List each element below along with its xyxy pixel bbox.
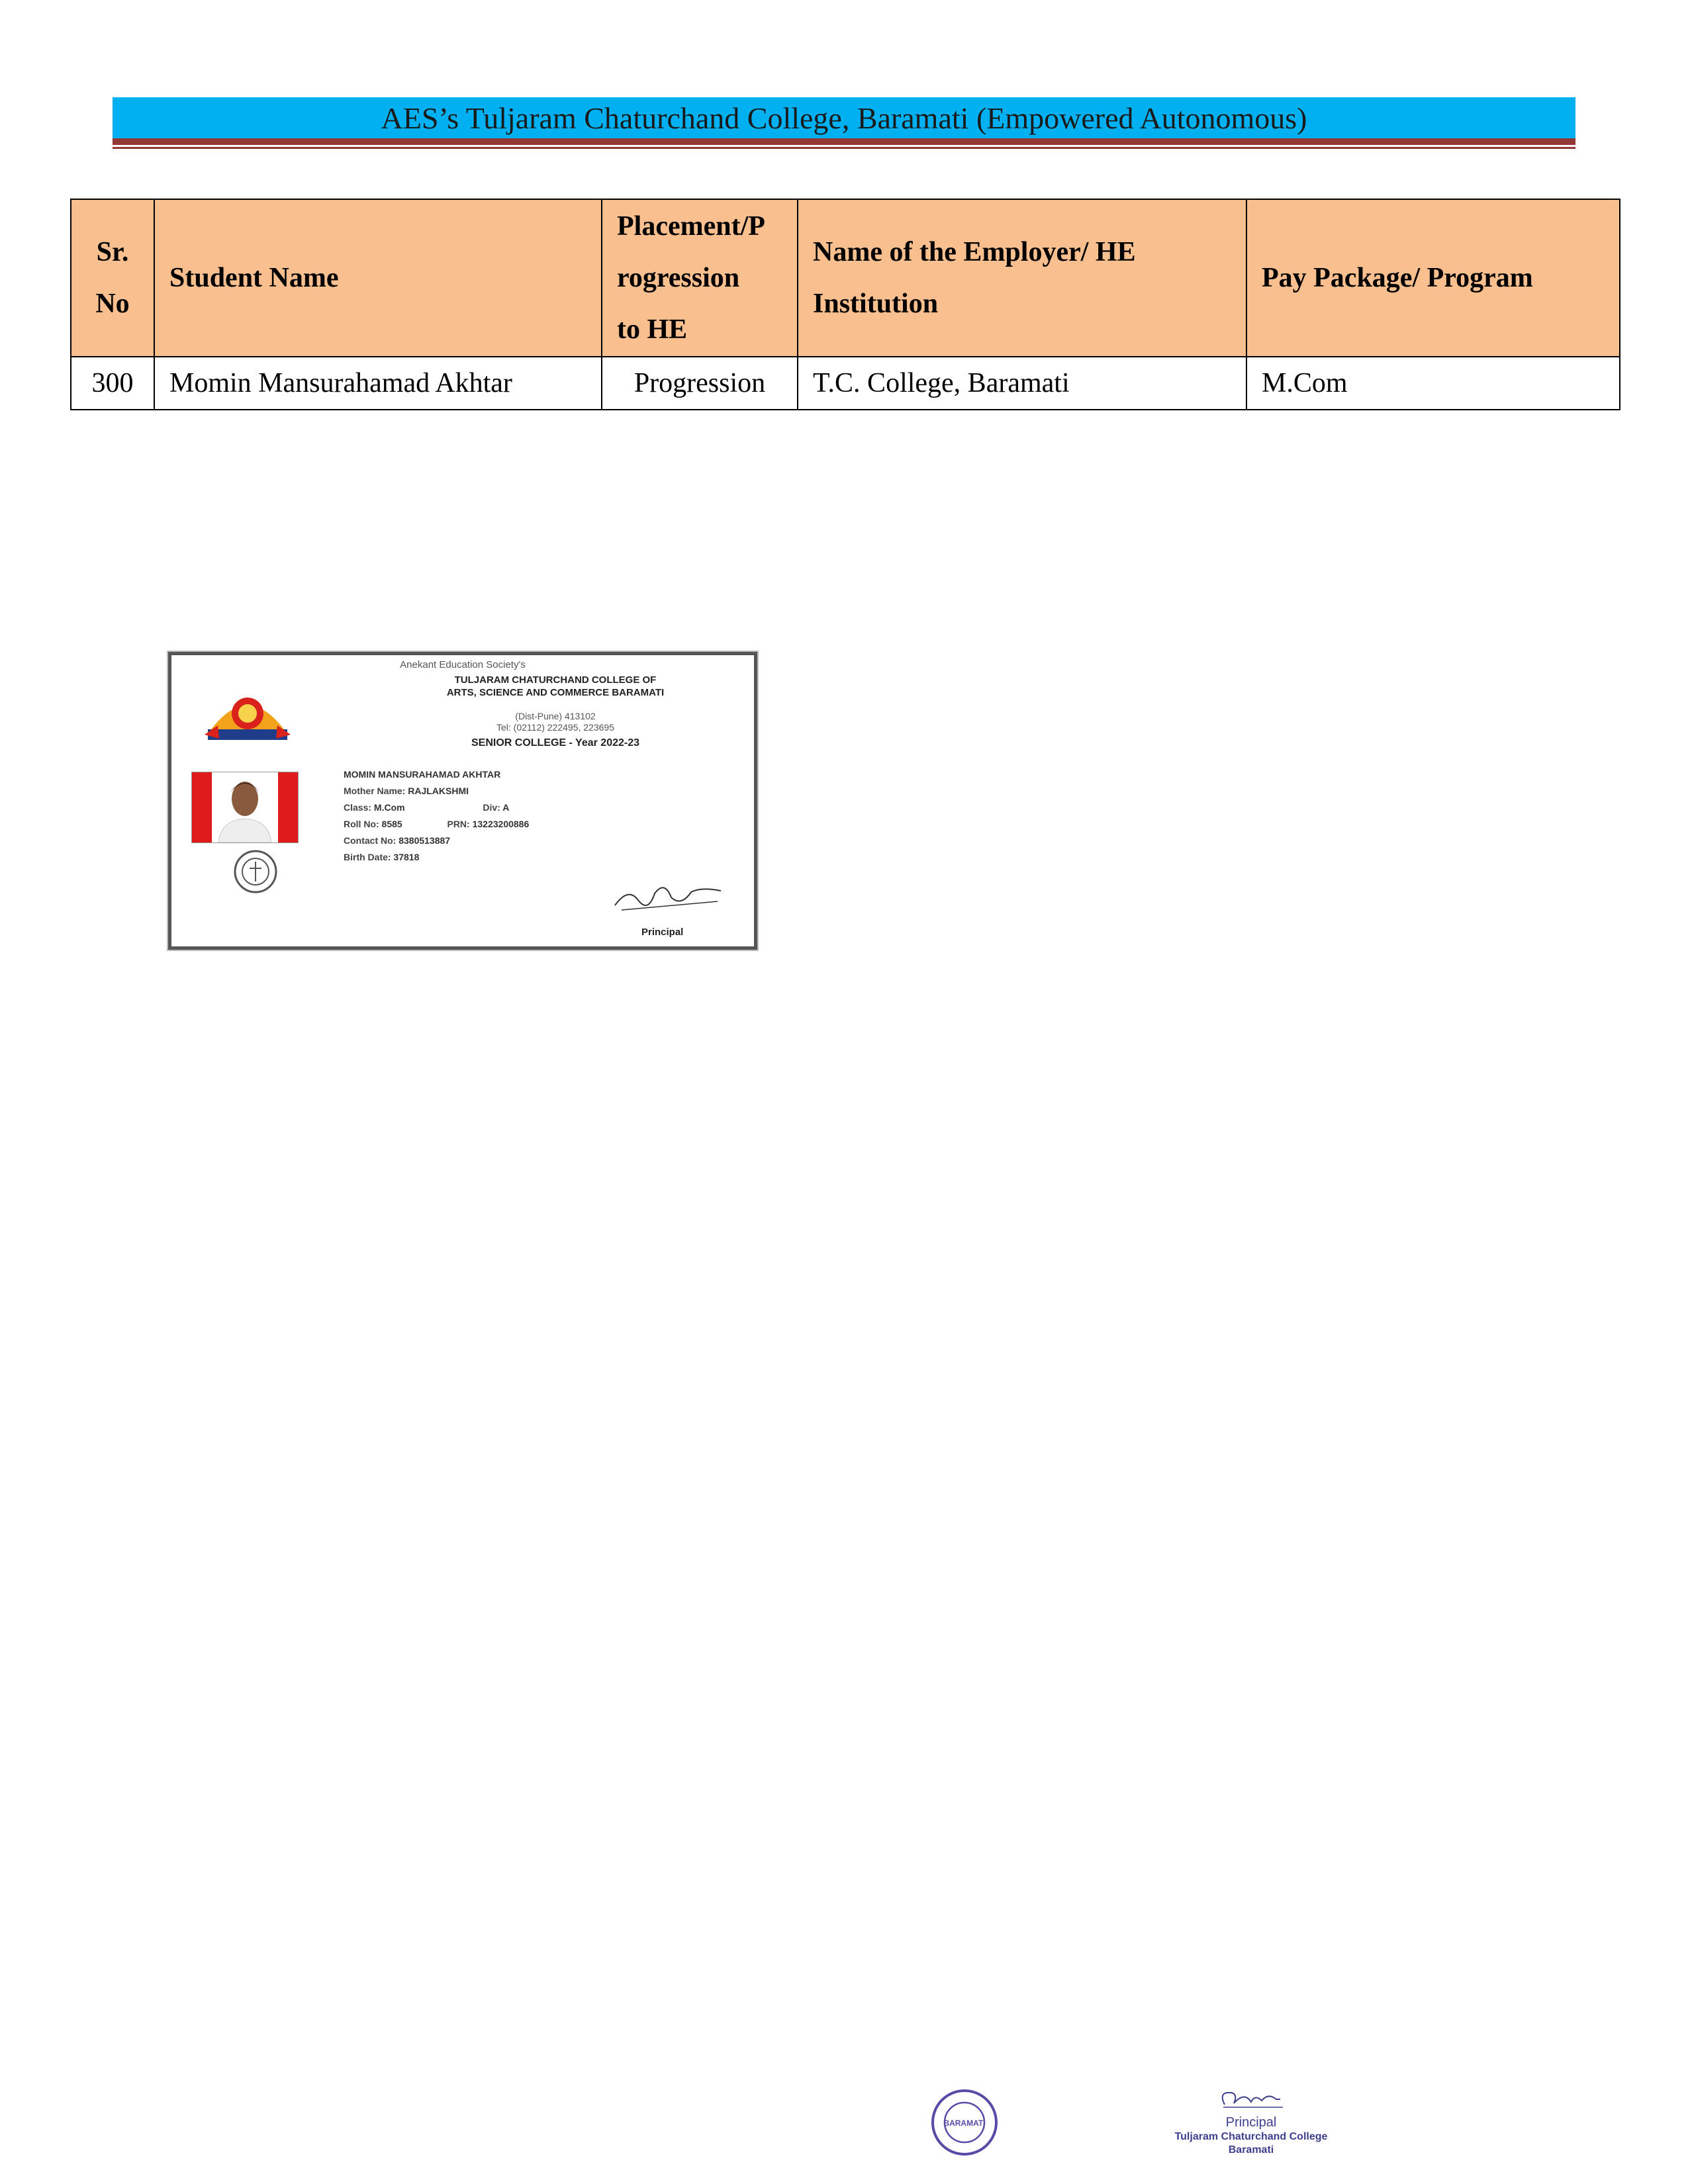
card-div-value: A xyxy=(502,802,510,813)
card-mother-name xyxy=(344,783,529,799)
card-class-label: Class: xyxy=(344,802,372,813)
principal-handwritten-signature-icon xyxy=(1211,2085,1291,2115)
card-contact xyxy=(344,833,529,849)
card-principal-label: Principal xyxy=(641,927,684,938)
column-header-pay-package: Pay Package/ Program xyxy=(1246,199,1620,357)
header-rule xyxy=(113,138,1575,145)
card-prn-value: 13223200886 xyxy=(472,819,530,829)
cell-package: M.Com xyxy=(1246,357,1620,410)
card-birth-date xyxy=(344,849,529,866)
cell-employer: T.C. College, Baramati xyxy=(798,357,1246,410)
column-header-placement: Placement/P rogression to HE xyxy=(602,199,798,357)
card-birth-label: Birth Date: xyxy=(344,852,391,862)
card-student-info xyxy=(344,766,529,866)
card-mother-value: RAJLAKSHMI xyxy=(408,786,469,796)
card-roll-label: Roll No: xyxy=(344,819,379,829)
principal-title: Principal xyxy=(1225,2115,1277,2130)
principal-signature-block xyxy=(1152,2085,1350,2157)
college-stamp-icon xyxy=(930,2088,1000,2158)
card-roll-prn xyxy=(344,816,529,833)
page-header-band xyxy=(113,97,1575,138)
cell-sr-no: 300 xyxy=(71,357,154,410)
card-roll-value: 8585 xyxy=(381,819,402,829)
header-rule-thin xyxy=(113,147,1575,149)
card-contact-value: 8380513887 xyxy=(399,835,451,846)
card-contact-label: Contact No: xyxy=(344,835,397,846)
cell-placement: Progression xyxy=(602,357,798,410)
card-prn-label: PRN: xyxy=(447,819,470,829)
card-section: SENIOR COLLEGE - Year 2022-23 xyxy=(471,737,640,749)
card-birth-value: 37818 xyxy=(393,852,420,862)
placement-table xyxy=(70,199,1620,410)
college-seal-icon xyxy=(232,848,279,895)
student-photo xyxy=(191,772,299,843)
card-college-line2: ARTS, SCIENCE AND COMMERCE BARAMATI xyxy=(446,687,665,698)
column-header-employer: Name of the Employer/ HE Institution xyxy=(798,199,1246,357)
college-logo-icon xyxy=(205,688,291,748)
card-address xyxy=(370,711,741,733)
page-header-title: AES’s Tuljaram Chaturchand College, Baramati (Empowered Autonomous) xyxy=(381,101,1307,135)
card-div-label: Div: xyxy=(483,802,500,813)
card-address-line1: (Dist-Pune) 413102 xyxy=(515,711,596,721)
column-header-student-name: Student Name xyxy=(154,199,602,357)
principal-college: Tuljaram Chaturchand College xyxy=(1174,2131,1328,2142)
table-row xyxy=(71,357,1620,410)
student-id-card xyxy=(168,652,757,950)
table-header-row xyxy=(71,199,1620,357)
card-class-div xyxy=(344,799,529,816)
column-header-sr-no: Sr. No xyxy=(71,199,154,357)
card-college-name xyxy=(370,674,741,699)
card-address-line2: Tel: (02112) 222495, 223695 xyxy=(496,722,614,733)
cell-student-name: Momin Mansurahamad Akhtar xyxy=(154,357,602,410)
principal-signature-icon xyxy=(608,874,727,913)
card-college-line1: TULJARAM CHATURCHAND COLLEGE OF xyxy=(454,674,657,686)
card-society: Anekant Education Society's xyxy=(400,659,526,670)
principal-place: Baramati xyxy=(1228,2144,1274,2156)
card-mother-label: Mother Name: xyxy=(344,786,406,796)
card-student-name: MOMIN MANSURAHAMAD AKHTAR xyxy=(344,769,501,780)
college-stamp-text: BARAMATI xyxy=(943,2118,986,2128)
card-class-value: M.Com xyxy=(373,802,405,813)
